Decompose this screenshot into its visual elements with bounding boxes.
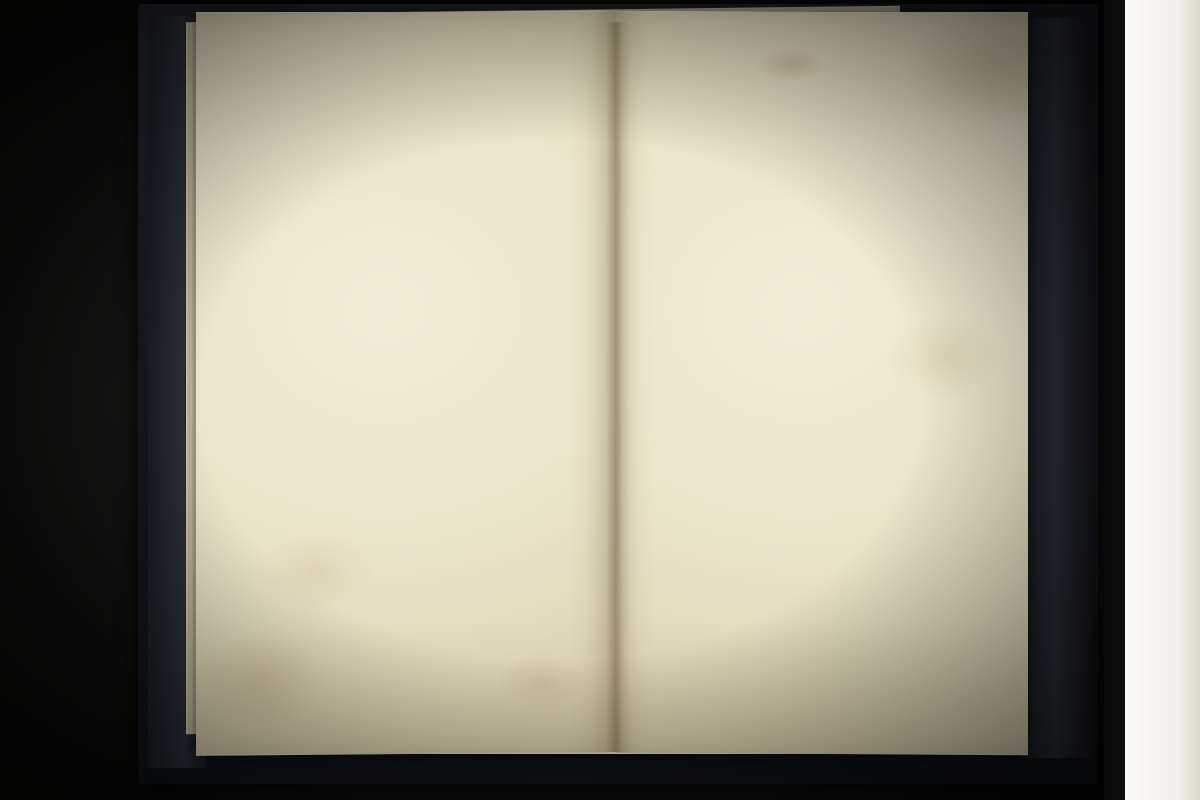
book-cover-right-edge xyxy=(1020,18,1092,758)
ruler xyxy=(1104,0,1200,800)
left-page xyxy=(196,10,617,756)
ruler-face xyxy=(1126,0,1200,800)
right-page xyxy=(616,11,1028,756)
open-book-pages xyxy=(196,12,1028,754)
